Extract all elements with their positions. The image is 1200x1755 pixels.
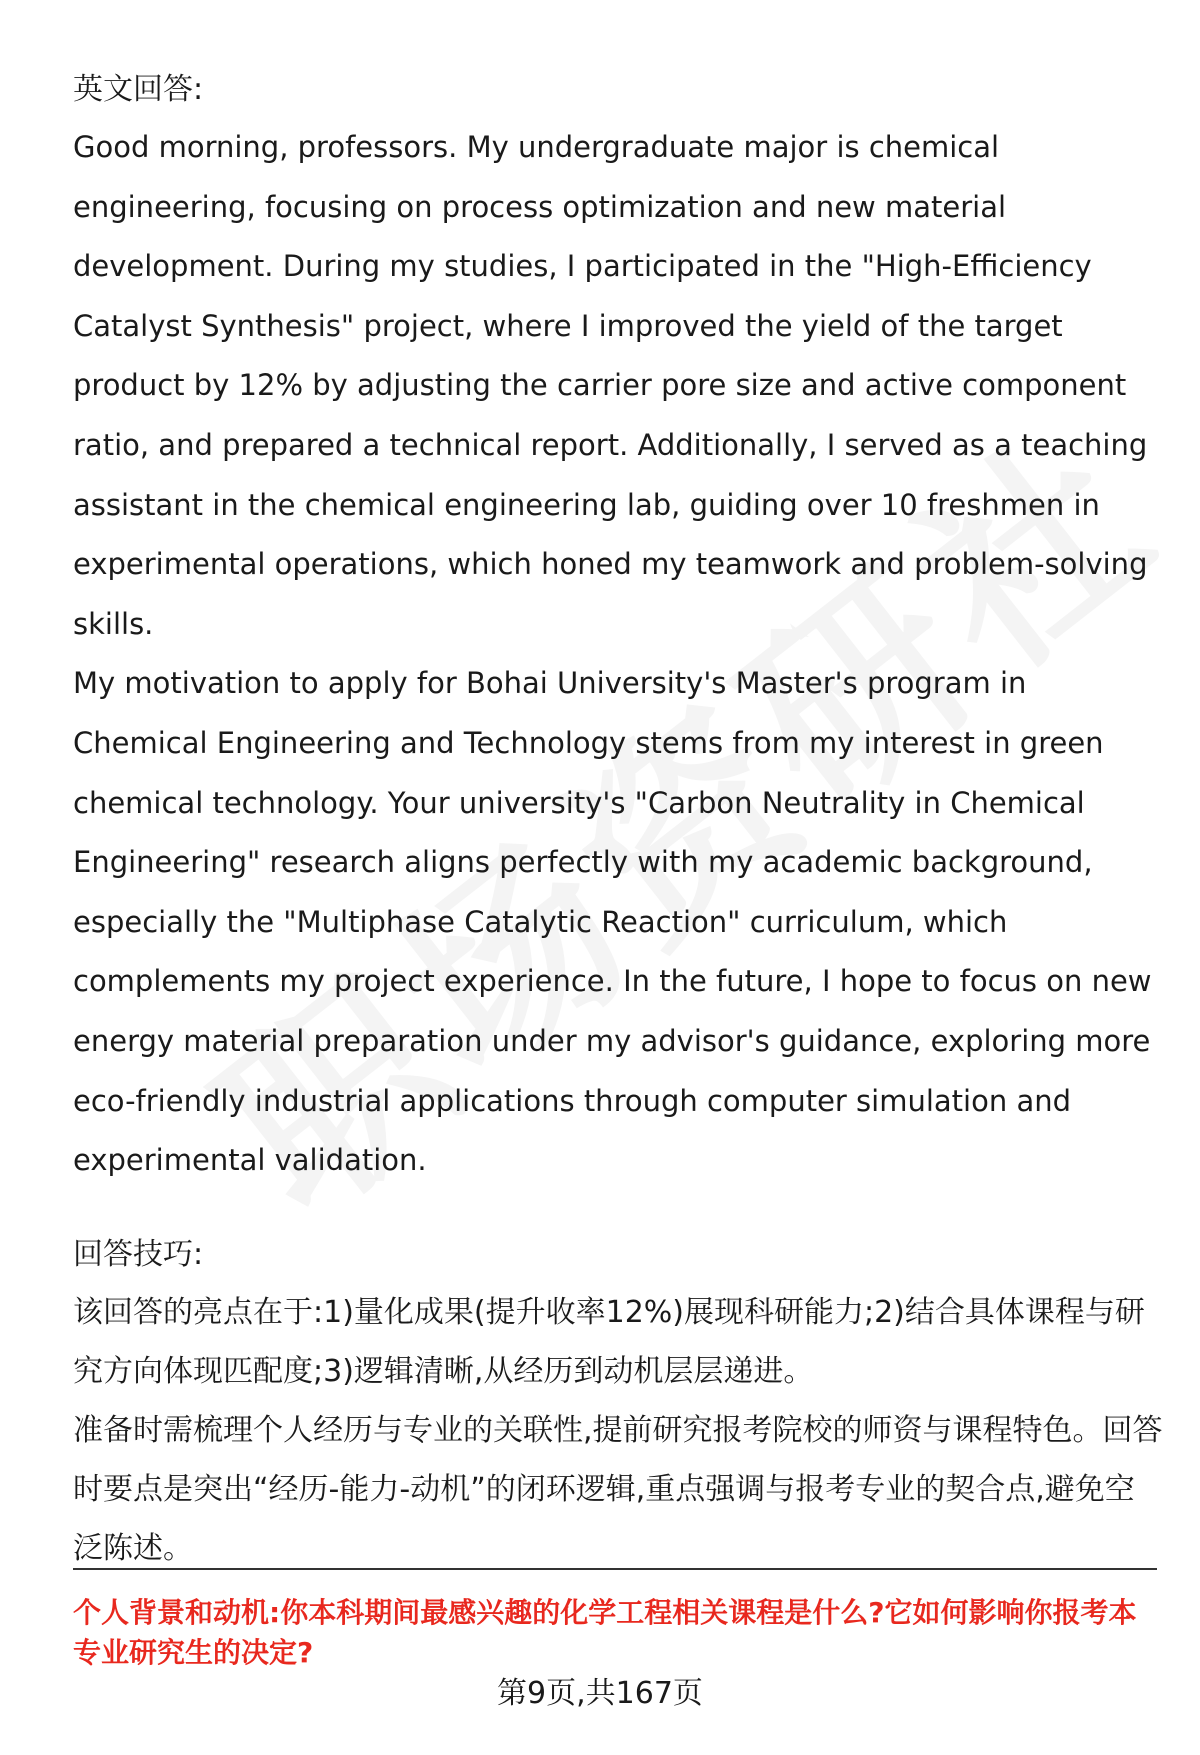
tips-body bbox=[73, 1283, 1163, 1578]
spacer bbox=[73, 1191, 1163, 1227]
next-question-heading: 个人背景和动机:你本科期间最感兴趣的化学工程相关课程是什么?它如何影响你报考本专业研究生的决定? bbox=[73, 1596, 1137, 1669]
english-answer-paragraph: Good morning, professors. My undergraduate major is chemical engineering, focusing on process optimization and new material development. During my studies, I participated in the "High-Efficiency Catalyst Synthesis" project, where I improved the yield of the target product by 12% by adjusting the carrier pore size and active component ratio, and prepared a technical report. Additionally, I served as a teaching assistant in the chemical engineering lab, guiding over 10 freshmen in experimental operations, which honed my teamwork and problem-solving skills. bbox=[73, 130, 1148, 641]
english-answer-paragraph: My motivation to apply for Bohai University's Master's program in Chemical Engineering and Technology stems from my interest in green chemical technology. Your university's "Carbon Neutrality in Chemical Engineering" research aligns perfectly with my academic background, especially the "Multiphase Catalytic Reaction" curriculum, which complements my project experience. In the future, I hope to focus on new energy material preparation under my advisor's guidance, exploring more eco-friendly industrial applications through computer simulation and experimental validation. bbox=[73, 666, 1152, 1178]
tips-paragraph: 该回答的亮点在于:1)量化成果(提升收率12%)展现科研能力;2)结合具体课程与研究方向体现匹配度;3)逻辑清晰,从经历到动机层层递进。 bbox=[73, 1294, 1145, 1389]
page-number: 第9页,共167页 bbox=[497, 1676, 703, 1711]
content-area bbox=[73, 62, 1163, 1578]
tips-heading: 回答技巧: bbox=[73, 1236, 204, 1272]
tips-paragraph: 准备时需梳理个人经历与专业的关联性,提前研究报考院校的师资与课程特色。回答时要点是突出“经历-能力-动机”的闭环逻辑,重点强调与报考专业的契合点,避免空泛陈述。 bbox=[73, 1412, 1163, 1566]
english-answer-heading: 英文回答: bbox=[73, 72, 204, 107]
english-answer-body bbox=[73, 118, 1163, 1191]
section-divider bbox=[73, 1568, 1157, 1570]
